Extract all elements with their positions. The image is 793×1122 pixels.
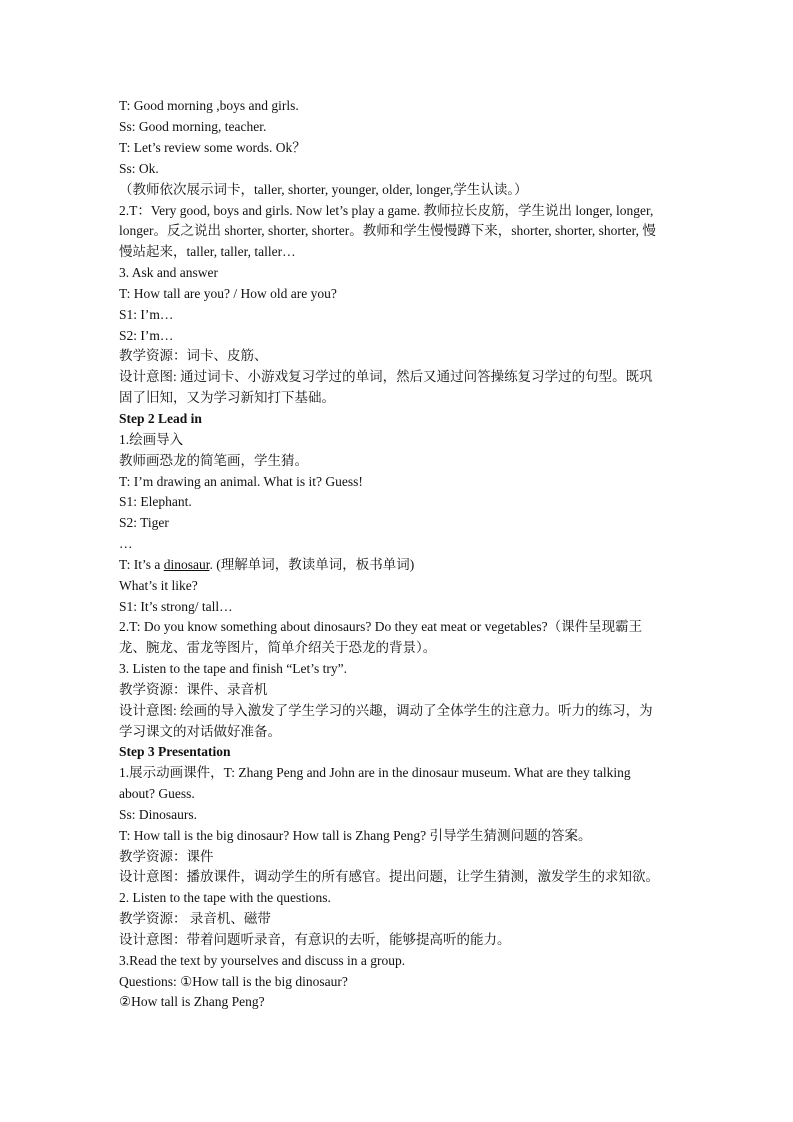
text-line: Ss: Ok. (119, 161, 159, 176)
text-line: S1: I’m… (119, 307, 174, 322)
text-line: 学习课文的对话做好准备。 (119, 724, 281, 739)
text-line: T: How tall are you? / How old are you? (119, 286, 337, 301)
text-line: S1: It’s strong/ tall… (119, 599, 233, 614)
text-line: （教师依次展示词卡，taller, shorter, younger, older, longer,学生认读。） (119, 182, 528, 197)
text-line: 设计意图: 通过词卡、小游戏复习学过的单词，然后又通过问答操练复习学过的句型。既巩 (119, 369, 653, 384)
text-line: Questions: ①How tall is the big dinosaur? (119, 974, 348, 989)
underlined-word: dinosaur (163, 557, 210, 572)
text-line: T: Let’s review some words. Ok？ (119, 140, 306, 155)
text-line: Ss: Dinosaurs. (119, 807, 198, 822)
text-line: 教学资源：课件、录音机 (119, 682, 268, 697)
text-line: S2: Tiger (119, 515, 169, 530)
text-line: T: I’m drawing an animal. What is it? Guess! (119, 474, 363, 489)
text-line: about? Guess. (119, 786, 195, 801)
text-line: 2. Listen to the tape with the questions. (119, 890, 331, 905)
text-line: T: How tall is the big dinosaur? How tall is Zhang Peng? 引导学生猜测问题的答案。 (119, 828, 592, 843)
text-line: S2: I’m… (119, 328, 174, 343)
text-line: ②How tall is Zhang Peng? (119, 994, 265, 1009)
text-line: 3.Read the text by yourselves and discuss in a group. (119, 953, 406, 968)
text-line: 设计意图: 绘画的导入激发了学生学习的兴趣，调动了全体学生的注意力。听力的练习，为 (119, 703, 653, 718)
section-heading: Step 3 Presentation (119, 744, 231, 759)
text-line: 2.T: Do you know something about dinosaurs? Do they eat meat or vegetables?（课件呈现霸王 (119, 619, 643, 634)
text-line: 龙、腕龙、雷龙等图片，简单介绍关于恐龙的背景）。 (119, 640, 437, 655)
text-line: S1: Elephant. (119, 494, 192, 509)
text-line: … (119, 536, 133, 551)
text-span: T: It’s a (119, 557, 164, 572)
text-line: 3. Ask and answer (119, 265, 218, 280)
text-line: longer。反之说出 shorter, shorter, shorter。教师和学生慢慢蹲下来，shorter, shorter, shorter, 慢 (119, 223, 656, 238)
text-span: . (理解单词，教读单词，板书单词) (209, 557, 415, 572)
text-line: 教学资源：词卡、皮筋、 (119, 348, 268, 363)
text-line: T: Good morning ,boys and girls. (119, 98, 299, 113)
text-line: Ss: Good morning, teacher. (119, 119, 267, 134)
section-heading: Step 2 Lead in (119, 411, 202, 426)
text-line: 慢站起来，taller, taller, taller… (119, 244, 296, 259)
text-line: 教师画恐龙的简笔画，学生猜。 (119, 453, 308, 468)
text-line: 设计意图：播放课件，调动学生的所有感官。提出问题，让学生猜测，激发学生的求知欲。 (119, 869, 659, 884)
text-line: 固了旧知，又为学习新知打下基础。 (119, 390, 335, 405)
text-line: 1.绘画导入 (119, 432, 184, 447)
text-line: 3. Listen to the tape and finish “Let’s try”. (119, 661, 347, 676)
text-line: 设计意图：带着问题听录音，有意识的去听，能够提高听的能力。 (119, 932, 511, 947)
text-line: 1.展示动画课件，T: Zhang Peng and John are in the dinosaur museum. What are they talking (119, 765, 631, 780)
text-line: 教学资源： 录音机、磁带 (119, 911, 271, 926)
text-line: 教学资源：课件 (119, 849, 214, 864)
text-line (119, 555, 414, 575)
text-line: 2.T：Very good, boys and girls. Now let’s play a game. 教师拉长皮筋，学生说出 longer, longer, (119, 203, 654, 218)
text-line: What’s it like? (119, 578, 198, 593)
